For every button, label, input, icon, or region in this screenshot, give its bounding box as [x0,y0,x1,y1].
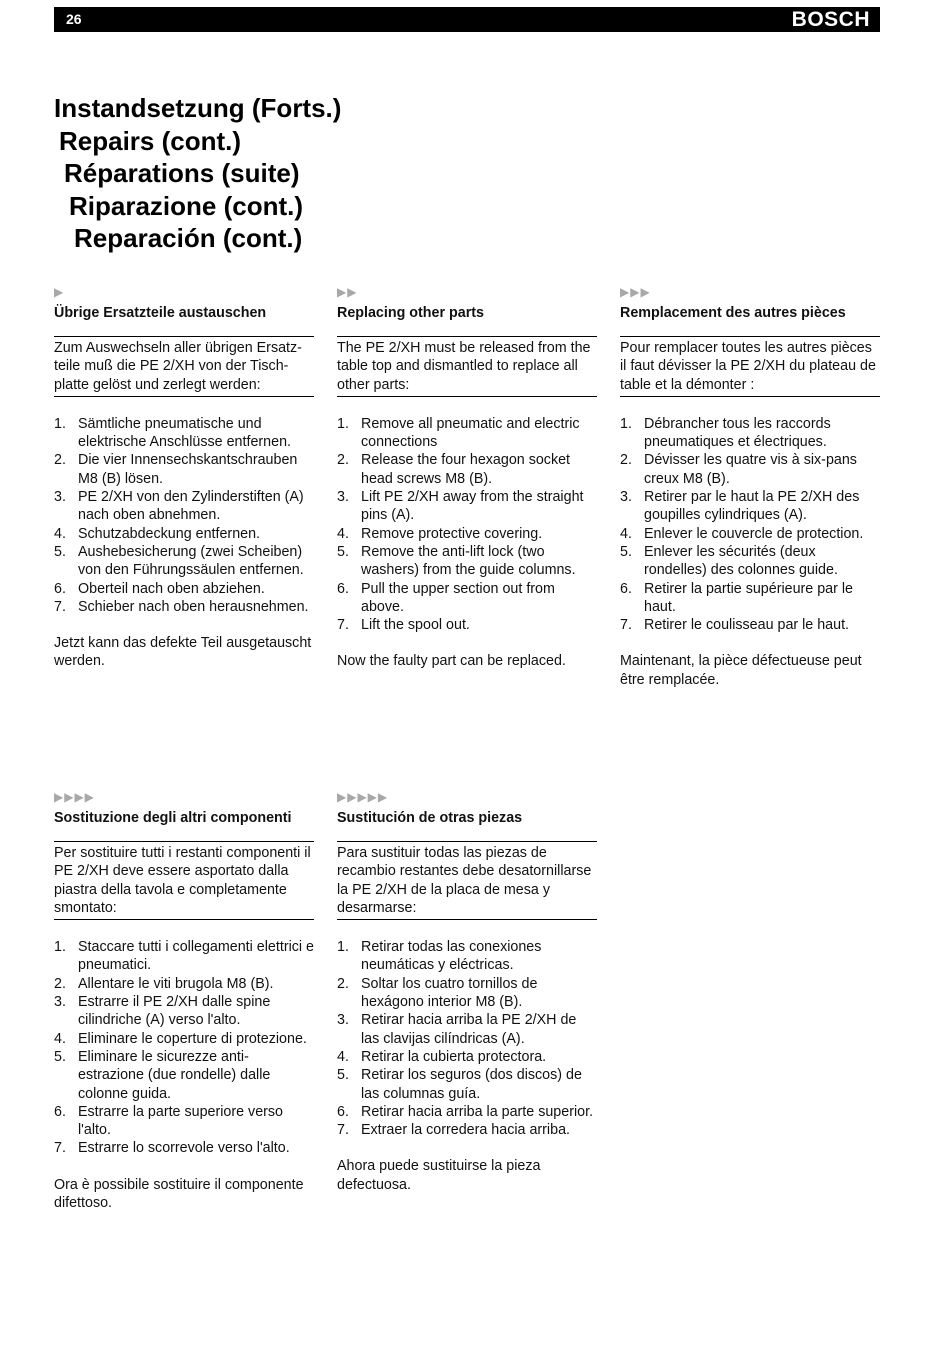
list-item: 5. Aushebesicherung (zwei Scheiben) von den Führungssäulen entfernen. [54,543,304,579]
list-item: 1. Retirar todas las conexiones neumáticas y eléctricas. [337,939,542,974]
section-german [54,284,314,671]
steps-list [337,415,597,635]
list-item: 2. Release the four hexagon socket head screws M8 (B). [337,452,571,487]
list-item: 6. Oberteil nach oben abziehen. [54,580,265,597]
list-item: 2. Dévisser les quatre vis à six-pans creux M8 (B). [620,452,857,487]
section-title: Übrige Ersatzteile austauschen [54,304,314,337]
list-item: 4. Enlever le couvercle de protection. [620,525,864,542]
section-title: Remplacement des autres pièces [620,304,880,337]
list-item: 3. Estrarre il PE 2/XH dalle spine cilindriche (A) verso l'alto. [54,994,271,1029]
brand-logo: BOSCH [791,8,870,31]
list-item: 3. Retirar hacia arriba la PE 2/XH de las clavijas cilíndricas (A). [337,1012,577,1047]
list-item: 4. Remove protective covering. [337,525,543,542]
section-marker-arrows: ▶ [54,285,65,299]
section-english [337,284,597,671]
section-spanish [337,789,597,1194]
list-item: 1. Staccare tutti i collegamenti elettrici e pneumatici. [54,939,315,974]
section-footer: Jetzt kann das defekte Teil ausgetauscht werden. [54,635,312,670]
list-item: 1. Débrancher tous les raccords pneumatiques et électriques. [620,415,831,451]
list-item: 3. Lift PE 2/XH away from the straight pins (A). [337,489,584,524]
list-item: 5. Retirar los seguros (dos discos) de las columnas guía. [337,1067,582,1102]
list-item: 1. Sämtliche pneumatische und elektrische Anschlüsse entfernen. [54,415,291,451]
section-footer: Now the faulty part can be replaced. [337,653,566,670]
list-item: 4. Eliminare le coperture di protezione. [54,1030,307,1047]
section-intro: The PE 2/XH must be released from the table top and dismantled to replace all other parts: [337,339,597,397]
section-intro: Zum Auswechseln aller übrigen Ersatz-teile muß die PE 2/XH von der Tisch-platte gelöst und zerlegt werden: [54,339,314,397]
title-spanish: Reparación (cont.) [74,223,303,253]
steps-list [620,415,880,635]
list-item: 7. Estrarre lo scorrevole verso l'alto. [54,1140,290,1157]
list-item: 6. Retirer la partie supérieure par le haut. [620,580,853,615]
steps-list [337,938,597,1139]
title-german: Instandsetzung (Forts.) [54,93,342,123]
section-footer: Maintenant, la pièce défectueuse peut être remplacée. [620,653,862,688]
page-header-bar [54,7,880,32]
section-intro: Pour remplacer toutes les autres pièces il faut dévisser la PE 2/XH du plateau de table et la démonter : [620,339,880,397]
list-item: 5. Remove the anti-lift lock (two washers) from the guide columns. [337,543,576,579]
section-footer: Ora è possibile sostituire il componente difettoso. [54,1176,304,1212]
list-item: 3. Retirer par le haut la PE 2/XH des goupilles cylindriques (A). [620,489,860,524]
list-item: 4. Retirar la cubierta protectora. [337,1048,547,1065]
list-item: 3. PE 2/XH von den Zylinderstiften (A) nach oben abnehmen. [54,489,304,524]
list-item: 4. Schutzabdeckung entfernen. [54,525,261,542]
section-french [620,284,880,689]
section-title: Sostituzione degli altri componenti [54,809,314,842]
list-item: 2. Allentare le viti brugola M8 (B). [54,975,274,992]
list-item: 7. Retirer le coulisseau par le haut. [620,617,850,634]
list-item: 6. Pull the upper section out from above. [337,580,555,615]
steps-list [54,415,314,616]
list-item: 5. Eliminare le sicurezze anti-estrazione (due rondelle) dalle colonne guida. [54,1048,271,1102]
section-title: Replacing other parts [337,304,597,337]
list-item: 2. Soltar los cuatro tornillos de hexágono interior M8 (B). [337,975,538,1011]
list-item: 7. Lift the spool out. [337,617,470,634]
section-marker-arrows: ▶▶▶▶▶ [337,790,389,804]
section-intro: Para sustituir todas las piezas de recambio restantes debe desatornillarse la PE 2/XH de la placa de mesa y desarmarse: [337,844,597,920]
list-item: 6. Estrarre la parte superiore verso l'alto. [54,1103,284,1139]
title-italian: Riparazione (cont.) [69,190,304,221]
section-title: Sustitución de otras piezas [337,809,597,842]
list-item: 7. Schieber nach oben herausnehmen. [54,598,309,615]
list-item: 5. Enlever les sécurités (deux rondelles) des colonnes guide. [620,543,838,579]
steps-list [54,938,314,1158]
section-italian [54,789,314,1212]
list-item: 7. Extraer la corredera hacia arriba. [337,1122,570,1139]
list-item: 6. Retirar hacia arriba la parte superior. [337,1103,594,1120]
list-item: 2. Die vier Innensechskantschrauben M8 (B) lösen. [54,452,298,487]
section-marker-arrows: ▶▶▶ [620,285,651,299]
title-french: Réparations (suite) [64,158,300,188]
page-number: 26 [66,11,82,27]
page-titles [54,92,341,255]
list-item: 1. Remove all pneumatic and electric connections [337,415,580,451]
section-footer: Ahora puede sustituirse la pieza defectuosa. [337,1158,541,1193]
section-marker-arrows: ▶▶ [337,285,358,299]
section-intro: Per sostituire tutti i restanti componenti il PE 2/XH deve essere asportato dalla piastra della tavola e completamente smontato: [54,844,314,920]
section-marker-arrows: ▶▶▶▶ [54,790,95,804]
title-english: Repairs (cont.) [59,125,242,156]
